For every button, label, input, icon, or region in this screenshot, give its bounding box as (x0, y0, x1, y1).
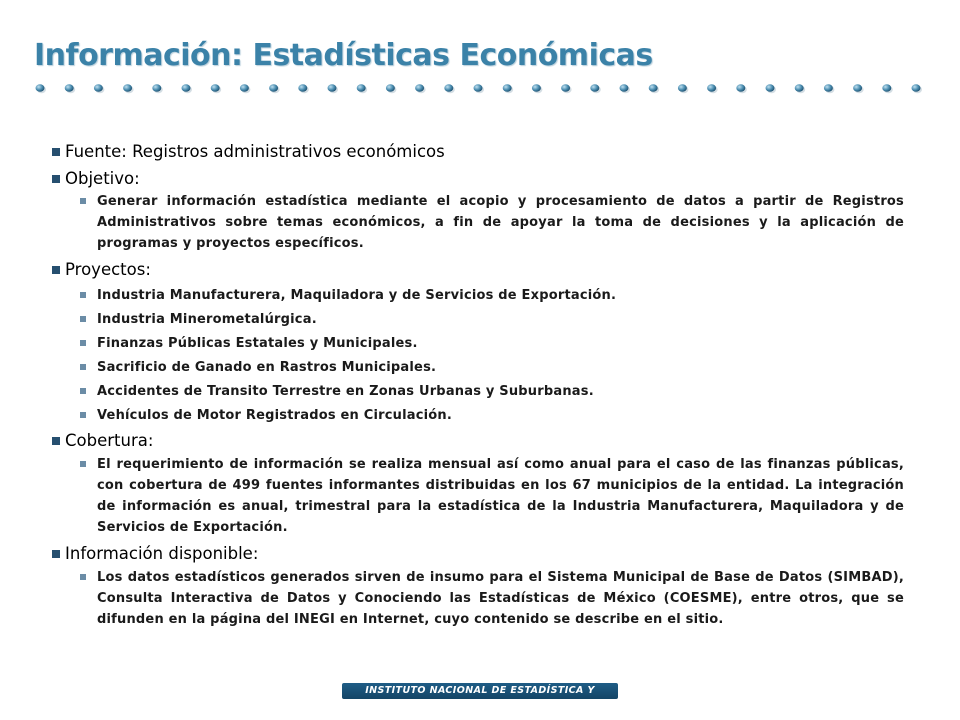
bullet-small-icon (80, 574, 86, 580)
decorative-dot (474, 84, 483, 92)
section-cobertura (52, 431, 904, 451)
decorative-dot (766, 84, 775, 92)
section-cobertura-label: Cobertura: (65, 431, 154, 450)
bullet-small-icon (80, 292, 86, 298)
decorative-dot (678, 84, 687, 92)
bullet-small-icon (80, 340, 86, 346)
decorative-dot (240, 84, 249, 92)
footer-banner (342, 683, 618, 712)
bullet-small-icon (80, 198, 86, 204)
decorative-dot (532, 84, 541, 92)
section-fuente-label: Fuente: Registros administrativos económicos (65, 142, 445, 161)
decorative-dot (65, 84, 74, 92)
proyecto-item-text: Finanzas Públicas Estatales y Municipales. (97, 336, 418, 351)
decorative-dot (36, 84, 45, 92)
decorative-dot (211, 84, 220, 92)
list-item (52, 333, 904, 354)
bullet-square-icon (52, 148, 60, 156)
proyecto-item-text: Sacrificio de Ganado en Rastros Municipales. (97, 360, 437, 375)
section-objetivo-label: Objetivo: (65, 169, 140, 188)
list-item (52, 381, 904, 402)
cobertura-item-text: El requerimiento de información se realiza mensual así como anual para el caso de las finanzas públicas, con cobertura de 499 fuentes informantes distribuidas en los 67 municipios de la entidad. La integración de información es anual, trimestral para la estadística de la Industria Manufacturera, Maquiladora y de Servicios de Exportación. (97, 457, 904, 535)
bullet-small-icon (80, 316, 86, 322)
list-item (52, 454, 904, 538)
list-item (52, 405, 904, 426)
decorative-dot (590, 84, 599, 92)
footer-text: INSTITUTO NACIONAL DE ESTADÍSTICA Y GEOGRAFÍA (365, 685, 595, 712)
decorative-dot (152, 84, 161, 92)
bullet-small-icon (80, 364, 86, 370)
list-item (52, 567, 904, 630)
decorative-dot (649, 84, 658, 92)
list-item (52, 357, 904, 378)
decorative-dot (182, 84, 191, 92)
decorative-dot (561, 84, 570, 92)
decorative-dot (824, 84, 833, 92)
decorative-dot (736, 84, 745, 92)
decorative-dot (444, 84, 453, 92)
proyecto-item-text: Industria Manufacturera, Maquiladora y de Servicios de Exportación. (97, 288, 617, 303)
decorative-dot (328, 84, 337, 92)
decorative-dot (882, 84, 891, 92)
list-item (52, 309, 904, 330)
proyecto-item-text: Accidentes de Transito Terrestre en Zonas Urbanas y Suburbanas. (97, 384, 594, 399)
proyecto-item-text: Industria Minerometalúrgica. (97, 312, 317, 327)
decorative-dot (123, 84, 132, 92)
decorative-dot (357, 84, 366, 92)
section-proyectos-label: Proyectos: (65, 260, 151, 279)
page-title: Información: Estadísticas Económicas (34, 38, 653, 73)
decorative-dot (912, 84, 921, 92)
bullet-small-icon (80, 388, 86, 394)
section-informacion-disponible (52, 544, 904, 564)
section-informacion-label: Información disponible: (65, 544, 259, 563)
list-item (52, 285, 904, 306)
bullet-square-icon (52, 175, 60, 183)
objetivo-item-text: Generar información estadística mediante el acopio y procesamiento de datos a partir de Registros Administrativos sobre temas económicos, a fin de apoyar la toma de decisiones y la aplicación de programas y proyectos específicos. (97, 194, 904, 251)
informacion-item-text: Los datos estadísticos generados sirven de insumo para el Sistema Municipal de Base de Datos (SIMBAD), Consulta Interactiva de Datos y Conociendo las Estadísticas de México (COESME), entre otros, que se difunden en la página del INEGI en Internet, cuyo contenido se describe en el sitio. (97, 570, 904, 627)
content-area (52, 142, 904, 630)
decorative-dot (415, 84, 424, 92)
list-item (52, 191, 904, 254)
section-fuente (52, 142, 904, 162)
decorative-dot (707, 84, 716, 92)
bullet-small-icon (80, 461, 86, 467)
decorative-dot (298, 84, 307, 92)
proyecto-item-text: Vehículos de Motor Registrados en Circulación. (97, 408, 452, 423)
decorative-dot (386, 84, 395, 92)
section-proyectos (52, 260, 904, 280)
decorative-dot (94, 84, 103, 92)
bullet-square-icon (52, 266, 60, 274)
decorative-dot (620, 84, 629, 92)
decorative-dot (795, 84, 804, 92)
decorative-dot (853, 84, 862, 92)
decorative-dot (269, 84, 278, 92)
decorative-dot-line (32, 78, 932, 98)
section-objetivo (52, 169, 904, 189)
bullet-square-icon (52, 437, 60, 445)
bullet-square-icon (52, 550, 60, 558)
decorative-dot (503, 84, 512, 92)
bullet-small-icon (80, 412, 86, 418)
